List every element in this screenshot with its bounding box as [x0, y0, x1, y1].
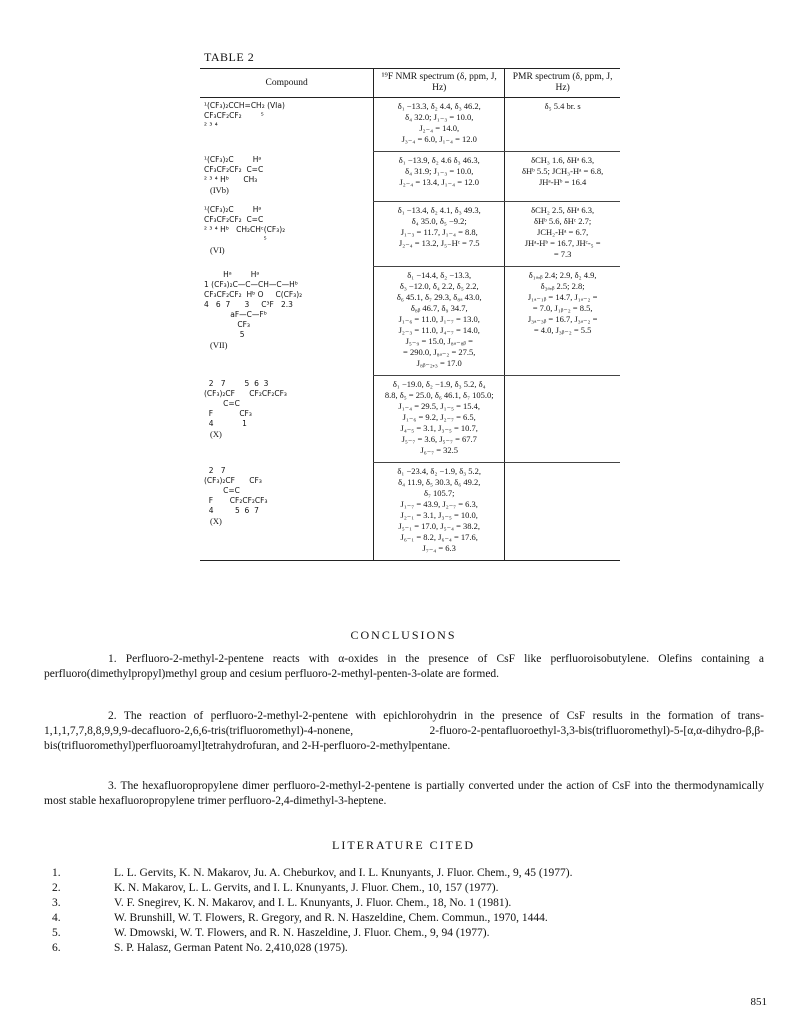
compound-structure: Hᵃ Hᵃ 1 (CF₃)₂C—C—CH—C—Hᵇ CF₃CF₂CF₂ Hᵇ O C(CF₃)₂ 4 6 7 3 C³F 2.3 aF—C—Fᵇ CF₃ 5 [204, 269, 303, 339]
reference-number: 3. [52, 897, 61, 909]
literature-heading: LITERATURE CITED [332, 838, 475, 852]
pmr-spectrum: δ₁ₐ,ᵦ 2.4; 2.9, δ₂ 4.9, δ₃ₐ,ᵦ 2.5; 2.8; J₁ₐ₋₁ᵦ = 14.7, J₁ₐ₋₂ = = 7.0, J₁ᵦ₋₂ = 8.5, J₃ₐ₋₃ᵦ = 16.7, J₃ₐ₋₂ = = 4.0, J₃ᵦ₋₂ = 5.5 [527, 270, 598, 335]
compound-label: (VII) [210, 339, 228, 350]
pmr-spectrum: δCH₂ 2.5, δHᵃ 6.3, δHᵇ 5.6, δHᶜ 2.7; JCH₂-Hᵃ = 6.7, JHᵃ-Hᵇ = 16.7, JHᶜ-₅ = = 7.3 [524, 205, 601, 259]
reference-text: L. L. Gervits, K. N. Makarov, Ju. A. Cheburkov, and I. L. Knunyants, J. Fluor. Chem., 9, 45 (1977). [114, 867, 573, 879]
f19-spectrum: δ₁ −14.4, δ₂ −13.3, δ₃ −12.0, δ₄ 2.2, δ₅ 2.2, δ₆ 45.1, δ₇ 29.3, δ₈ₐ 43.0, δ₈ᵦ 46.7, δ₉ 34.7, J₁₋₆ = 11.0, J₁₋₇ = 13.0, J₂₋₃ = 11.0, J₄₋₇ = 14.0, J₅₋₉ = 15.0, J₈ₐ₋₈ᵦ = = 290.0, J₈ₐ₋₂ = 27.5, J₈ᵦ₋₂,₃ = 17.0 [396, 270, 482, 368]
reference-number: 5. [52, 927, 61, 939]
compound-label: (X) [210, 428, 222, 439]
reference-text: W. Brunshill, W. T. Flowers, R. Gregory, and R. N. Haszeldine, Chem. Commun., 1970, 1444. [114, 912, 548, 924]
compound-structure: 2 7 5 6 3 (CF₃)₂CF CF₂CF₂CF₃ C=C F CF₃ 4 1 [204, 378, 287, 428]
header-compound: Compound [200, 69, 374, 98]
conclusions-heading: CONCLUSIONS [350, 628, 457, 642]
compound-label: (X) [210, 515, 222, 526]
reference-item [44, 896, 764, 911]
table-row [200, 376, 620, 463]
table-title: TABLE 2 [204, 50, 255, 64]
table-header-row [200, 69, 620, 98]
conclusion-paragraph: 1. Perfluoro-2-methyl-2-pentene reacts with α-oxides in the presence of CsF like perfluoroisobutylene. Olefins containing a perfluoro(dimethylpropyl)methyl group and cesium perfluoro-2-methyl-penten-3-olate are formed. [44, 653, 764, 680]
pmr-spectrum: δCH₃ 1.6, δHᵃ 6.3, δHᵇ 5.5; JCH₃-Hᵃ = 6.8, JHᵃ-Hᵇ = 16.4 [522, 155, 604, 187]
reference-number: 6. [52, 942, 61, 954]
table-row [200, 267, 620, 376]
table-row [200, 463, 620, 561]
f19-spectrum: δ₁ −13.4, δ₂ 4.1, δ₃ 49.3, δ₄ 35.0, δ₅ −9.2; J₁₋₃ = 11.7, J₁₋₄ = 8.8, J₂₋₄ = 13.2, J₅₋Hᶜ = 7.5 [397, 205, 481, 248]
reference-list [44, 866, 764, 956]
compound-structure: ¹(CF₃)₂C Hᵃ CF₃CF₂CF₂ C=C ² ³ ⁴ Hᵇ CH₂CHᶜ(CF₃)₂ ⁵ [204, 204, 286, 244]
compound-label: (VI) [210, 244, 225, 255]
f19-spectrum: δ₁ −13.9, δ₂ 4.6 δ₃ 46.3, δ₄ 31.9; J₁₋₃ = 10.0, J₂₋₄ = 13.4, J₁₋₄ = 12.0 [398, 155, 480, 187]
conclusion-paragraph: 3. The hexafluoropropylene dimer perfluoro-2-methyl-2-pentene is partially converted under the action of CsF into the thermodynamically most stable hexafluoropropylene trimer perfluoro-2,4-dimethyl-3-heptene. [44, 780, 764, 807]
reference-number: 2. [52, 882, 61, 894]
f19-spectrum: δ₁ −23.4, δ₂ −1.9, δ₃ 5.2, δ₄ 11.9, δ₅ 30.3, δ₆ 49.2, δ₇ 105.7; J₁₋₇ = 43.9, J₂₋₇ = 6.3, J₂₋₁ = 3.1, J₃₋₅ = 10.0, J₅₋₁ = 17.0, J₅₋₄ = 38.2, J₆₋₁ = 8.2, J₆₋₄ = 17.6, J₇₋₄ = 6.3 [397, 466, 482, 553]
reference-text: V. F. Snegirev, K. N. Makarov, and I. L. Knunyants, J. Fluor. Chem., 18, No. 1 (1981). [114, 897, 512, 909]
conclusion-paragraph: 2. The reaction of perfluoro-2-methyl-2-pentene with epichlorohydrin in the presence of CsF results in the formation of trans-1,1,1,7,7,8,8,9,9,9-decafluoro-2,6,6-tris(trifluoromethyl)-4-nonene, 2-fluoro-2-pentafluoroethyl-3,3-bis(trifluoromethyl)-5-[α,α-dihydro-β,β-bis(trifluoromethyl)perfluoroamyl]tetrahydrofuran, and 2-H-perfluoro-2-methylpentane. [44, 710, 764, 752]
reference-text: S. P. Halasz, German Patent No. 2,410,028 (1975). [114, 942, 348, 954]
reference-item [44, 926, 764, 941]
reference-text: K. N. Makarov, L. L. Gervits, and I. L. Knunyants, J. Fluor. Chem., 10, 157 (1977). [114, 882, 499, 894]
table-row [200, 98, 620, 152]
reference-item [44, 941, 764, 956]
reference-text: W. Dmowski, W. T. Flowers, and R. N. Haszeldine, J. Fluor. Chem., 9, 94 (1977). [114, 927, 490, 939]
reference-item [44, 881, 764, 896]
reference-number: 1. [52, 867, 61, 879]
compound-structure: ¹(CF₃)₂C Hᵃ CF₃CF₂CF₂ C=C ² ³ ⁴ Hᵇ CH₃ [204, 154, 264, 184]
reference-item [44, 911, 764, 926]
reference-item [44, 866, 764, 881]
f19-spectrum: δ₁ −19.0, δ₂ −1.9, δ₃ 5.2, δ₄ 8.8, δ₅ = 25.0, δ₆ 46.1, δ₇ 105.0; J₁₋₄ = 29.5, J₁₋₅ = 15.4, J₁₋₆ = 9.2, J₂₋₇ = 6.5, J₄₋₅ = 3.1, J₃₋₅ = 10.7, J₅₋₇ = 3.6, J₅₋₇ = 67.7 J₆₋₇ = 32.5 [384, 379, 494, 455]
pmr-spectrum: δ₅ 5.4 br. s [544, 101, 581, 111]
compound-structure: ¹(CF₃)₂CCH=CH₂ (VIa) CF₃CF₂CF₂ ⁵ ² ³ ⁴ [204, 101, 285, 130]
reference-number: 4. [52, 912, 61, 924]
table-row [200, 202, 620, 267]
header-pmr: PMR spectrum (δ, ppm, J, Hz) [505, 69, 620, 98]
compound-structure: 2 7 (CF₃)₂CF CF₃ C=C F CF₂CF₂CF₃ 4 5 6 7 [204, 465, 268, 515]
page-number: 851 [750, 996, 767, 1008]
f19-spectrum: δ₁ −13.3, δ₂ 4.4, δ₃ 46.2, δ₄ 32.0; J₁₋₃ = 10.0, J₂₋₄ = 14.0, J₃₋₄ = 6.0, J₁₋₄ = 12.0 [397, 101, 481, 144]
compound-label: (IVb) [210, 184, 229, 195]
header-f19: ¹⁹F NMR spectrum (δ, ppm, J, Hz) [374, 69, 505, 98]
table-row [200, 152, 620, 202]
nmr-table [200, 68, 620, 561]
